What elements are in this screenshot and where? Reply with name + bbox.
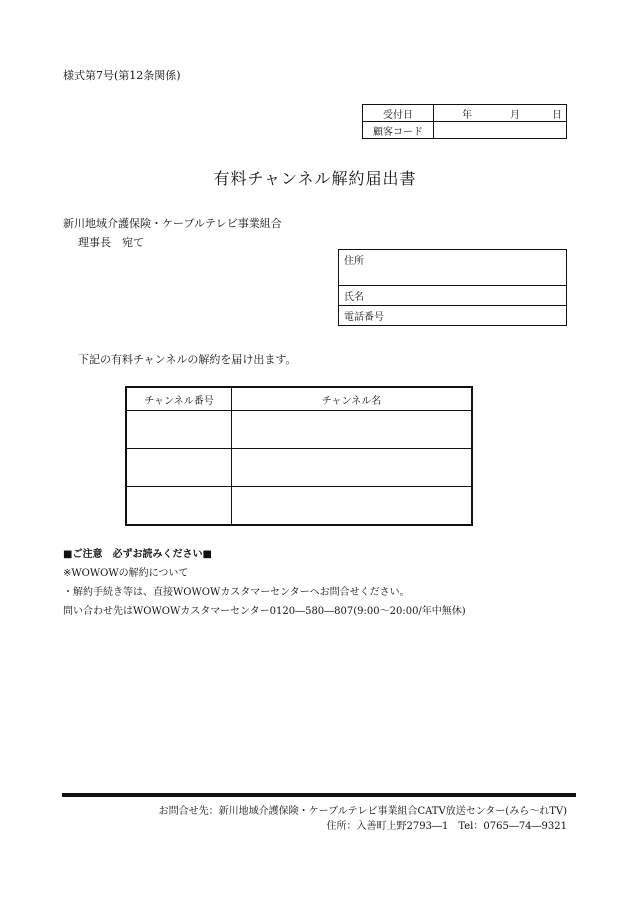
channel-number-cell[interactable] — [126, 487, 232, 526]
addressee-recipient: 理事長 宛て — [78, 236, 144, 249]
day-label: 日 — [552, 109, 562, 121]
received-date-field[interactable] — [434, 105, 567, 122]
form-number: 様式第7号(第12条関係) — [63, 69, 181, 82]
address-field[interactable] — [339, 250, 567, 286]
channel-name-cell[interactable] — [232, 487, 473, 526]
footer-address: 住所：入善町上野2793―1 Tel：0765―74―9321 — [326, 821, 567, 832]
table-row — [126, 411, 472, 449]
phone-row — [339, 306, 567, 326]
name-row — [339, 286, 567, 306]
channel-name-cell[interactable] — [232, 449, 473, 487]
applicant-table — [338, 249, 567, 326]
contact-note: 問い合わせ先はWOWOWカスタマーセンター0120―580―807(9:00～20:00/年中無休) — [63, 606, 466, 617]
intro-text: 下記の有料チャンネルの解約を届け出ます。 — [78, 353, 297, 366]
notice-heading: ■ご注意 必ずお読みください■ — [63, 549, 212, 560]
received-date-label: 受付日 — [363, 105, 434, 122]
name-field[interactable] — [339, 286, 567, 306]
reception-table — [362, 104, 567, 139]
phone-field[interactable] — [339, 306, 567, 326]
phone-label: 電話番号 — [344, 312, 384, 323]
name-label: 氏名 — [344, 292, 364, 303]
channel-number-cell[interactable] — [126, 411, 232, 449]
channel-number-header: チャンネル番号 — [126, 387, 232, 411]
channel-number-cell[interactable] — [126, 449, 232, 487]
channel-name-cell[interactable] — [232, 411, 473, 449]
notice-section — [63, 545, 466, 621]
year-label: 年 — [462, 109, 472, 121]
table-row — [126, 487, 472, 526]
month-label: 月 — [510, 109, 520, 121]
procedure-note: ・解約手続き等は、直接WOWOWカスタマーセンターへお問合せください。 — [63, 587, 410, 598]
wowow-heading: ※WOWOWの解約について — [63, 568, 189, 579]
customer-code-row — [363, 122, 567, 139]
addressee-organization: 新川地域介護保険・ケーブルテレビ事業組合 — [63, 217, 282, 230]
channel-header-row — [126, 387, 472, 411]
footer-inquiry: お問合せ先：新川地域介護保険・ケーブルテレビ事業組合CATV放送センター(みら～れTV) — [158, 806, 567, 817]
received-date-row — [363, 105, 567, 122]
channel-table — [125, 386, 473, 526]
footer — [159, 804, 567, 834]
customer-code-field[interactable] — [434, 122, 567, 139]
address-row — [339, 250, 567, 286]
table-row — [126, 449, 472, 487]
footer-divider — [62, 793, 576, 797]
address-label: 住所 — [344, 256, 364, 267]
document-title: 有料チャンネル解約届出書 — [213, 169, 417, 188]
customer-code-label: 顧客コード — [363, 122, 434, 139]
channel-name-header: チャンネル名 — [232, 387, 473, 411]
